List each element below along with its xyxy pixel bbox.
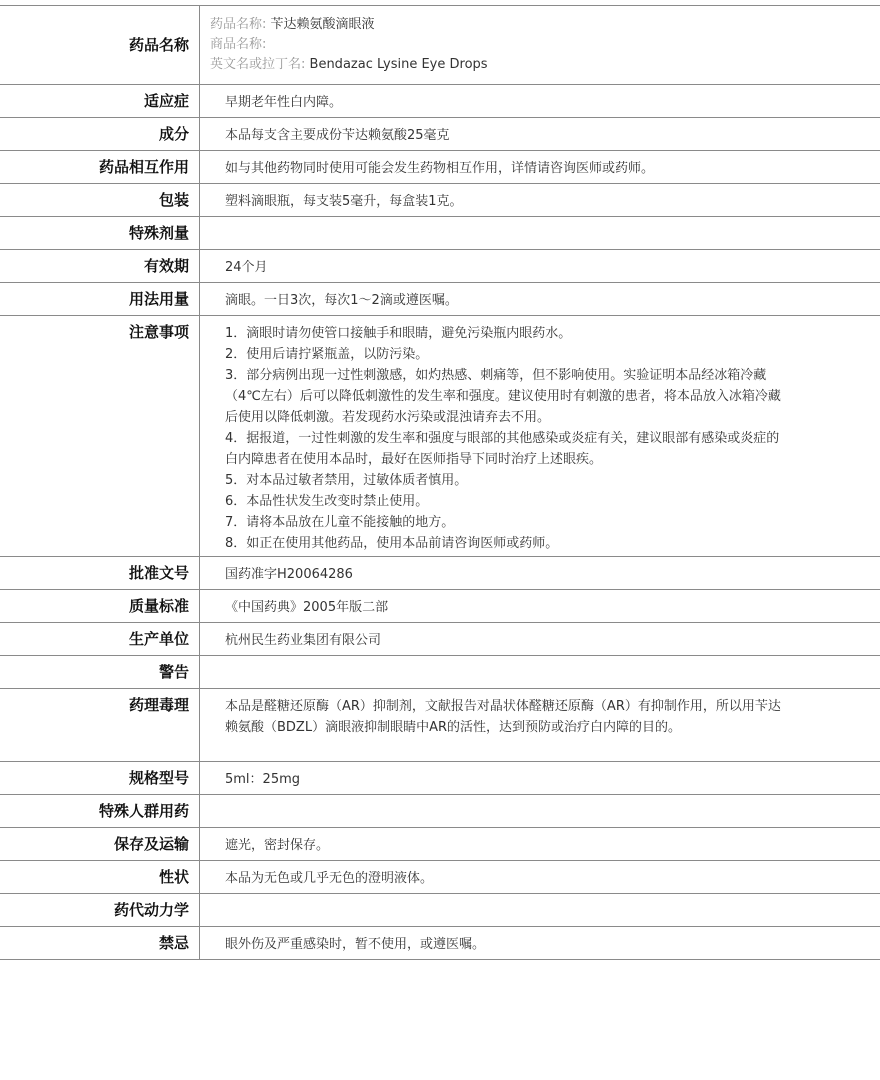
label-pharmacology: 药理毒理	[0, 689, 200, 761]
row-standard	[0, 590, 880, 623]
precaution-item: 1．滴眼时请勿使管口接触手和眼睛，避免污染瓶内眼药水。	[225, 326, 572, 341]
row-usage	[0, 283, 880, 316]
row-storage	[0, 828, 880, 861]
label-spec: 规格型号	[0, 762, 200, 794]
label-special-groups: 特殊人群用药	[0, 795, 200, 827]
label-interactions: 药品相互作用	[0, 151, 200, 183]
label-warning: 警告	[0, 656, 200, 688]
label-approval: 批准文号	[0, 557, 200, 589]
label-pharmacokinetics: 药代动力学	[0, 894, 200, 926]
generic-name-line	[210, 15, 870, 35]
precaution-item: 5．对本品过敏者禁用，过敏体质者慎用。	[225, 473, 468, 488]
precaution-item: 2．使用后请拧紧瓶盖，以防污染。	[225, 347, 429, 362]
row-pharmacokinetics	[0, 894, 880, 927]
row-drug-name	[0, 6, 880, 85]
precaution-item: 3．部分病例出现一过性刺激感，如灼热感、刺痛等，但不影响使用。实验证明本品经冰箱冷藏（4℃左右）后可以降低刺激性的发生率和强度。建议使用时有刺激的患者，将本品放入冰箱冷藏后使用以降低刺激。若发现药水污染或混浊请弃去不用。	[225, 368, 781, 425]
generic-name-value: 苄达赖氨酸滴眼液	[270, 17, 375, 32]
value-spec: 5ml：25mg	[225, 772, 301, 787]
drug-info-table	[0, 5, 880, 960]
value-appearance: 本品为无色或几乎无色的澄明液体。	[225, 871, 434, 886]
value-interactions: 如与其他药物同时使用可能会发生药物相互作用，详情请咨询医师或药师。	[225, 161, 655, 176]
label-ingredients: 成分	[0, 118, 200, 150]
row-warning	[0, 656, 880, 689]
value-contraindications: 眼外伤及严重感染时，暂不使用，或遵医嘱。	[225, 937, 486, 952]
precautions-list	[200, 316, 880, 556]
english-name-line	[210, 55, 870, 75]
value-approval: 国药准字H20064286	[225, 567, 353, 582]
label-usage: 用法用量	[0, 283, 200, 315]
row-ingredients	[0, 118, 880, 151]
row-package	[0, 184, 880, 217]
label-special-dose: 特殊剂量	[0, 217, 200, 249]
value-manufacturer: 杭州民生药业集团有限公司	[225, 633, 382, 648]
value-storage: 遮光，密封保存。	[225, 838, 330, 853]
label-storage: 保存及运输	[0, 828, 200, 860]
english-name-key: 英文名或拉丁名:	[210, 57, 306, 72]
generic-name-key: 药品名称:	[210, 17, 267, 32]
trade-name-key: 商品名称:	[210, 37, 267, 52]
row-expiry	[0, 250, 880, 283]
row-precautions	[0, 316, 880, 557]
value-package: 塑料滴眼瓶，每支装5毫升，每盒装1克。	[225, 194, 463, 209]
row-appearance	[0, 861, 880, 894]
label-precautions: 注意事项	[0, 316, 200, 556]
value-indication: 早期老年性白内障。	[225, 95, 343, 110]
value-ingredients: 本品每支含主要成份苄达赖氨酸25毫克	[225, 128, 450, 143]
label-standard: 质量标准	[0, 590, 200, 622]
label-contraindications: 禁忌	[0, 927, 200, 959]
row-contraindications	[0, 927, 880, 960]
precaution-item: 8．如正在使用其他药品，使用本品前请咨询医师或药师。	[225, 536, 559, 551]
value-special-groups	[200, 795, 880, 827]
value-warning	[200, 656, 880, 688]
value-standard: 《中国药典》2005年版二部	[225, 600, 389, 615]
precaution-item: 4．据报道，一过性刺激的发生率和强度与眼部的其他感染或炎症有关，建议眼部有感染或炎症的白内障患者在使用本品时，最好在医师指导下同时治疗上述眼疾。	[225, 431, 780, 467]
trade-name-line	[210, 35, 870, 55]
row-indication	[0, 85, 880, 118]
value-usage: 滴眼。一日3次，每次1～2滴或遵医嘱。	[225, 293, 458, 308]
row-special-groups	[0, 795, 880, 828]
precaution-item: 7．请将本品放在儿童不能接触的地方。	[225, 515, 455, 530]
row-spec	[0, 762, 880, 795]
drug-names-block	[200, 6, 880, 84]
label-drug-name: 药品名称	[0, 6, 200, 84]
label-package: 包装	[0, 184, 200, 216]
label-appearance: 性状	[0, 861, 200, 893]
row-approval	[0, 557, 880, 590]
english-name-value: Bendazac Lysine Eye Drops	[309, 57, 488, 72]
value-special-dose	[200, 217, 880, 249]
label-manufacturer: 生产单位	[0, 623, 200, 655]
row-special-dose	[0, 217, 880, 250]
label-indication: 适应症	[0, 85, 200, 117]
value-expiry: 24个月	[225, 260, 268, 275]
precaution-item: 6．本品性状发生改变时禁止使用。	[225, 494, 429, 509]
value-pharmacology: 本品是醛糖还原酶（AR）抑制剂，文献报告对晶状体醛糖还原酶（AR）有抑制作用，所以用苄达赖氨酸（BDZL）滴眼液抑制眼睛中AR的活性，达到预防或治疗白内障的目的。	[225, 699, 781, 735]
value-pharmacokinetics	[200, 894, 880, 926]
row-interactions	[0, 151, 880, 184]
label-expiry: 有效期	[0, 250, 200, 282]
row-pharmacology	[0, 689, 880, 762]
row-manufacturer	[0, 623, 880, 656]
